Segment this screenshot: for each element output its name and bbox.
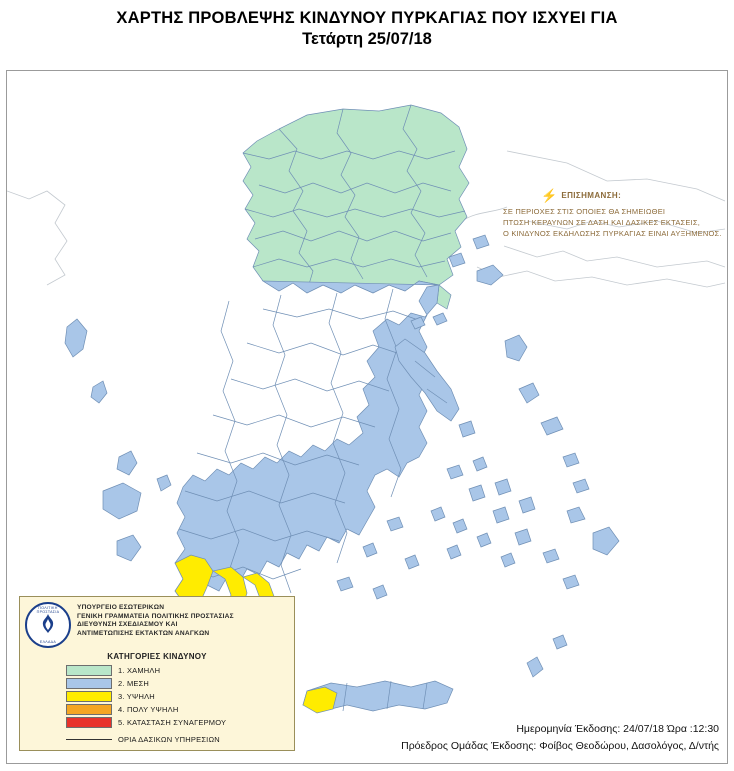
emblem-bottom-text: ΕΛΛΑΔΑ	[39, 640, 57, 644]
issue-date-line: Ημερομηνία Έκδοσης: 24/07/18 Ώρα :12:30	[516, 723, 719, 735]
legend-label-high: 3. ΥΨΗΛΗ	[118, 692, 155, 701]
legend-label-boundary: ΟΡΙΑ ΔΑΣΙΚΩΝ ΥΠΗΡΕΣΙΩΝ	[118, 735, 220, 744]
legend-label-alert: 5. ΚΑΤΑΣΤΑΣΗ ΣΥΝΑΓΕΡΜΟΥ	[118, 718, 227, 727]
agency-line-1: ΥΠΟΥΡΓΕΙΟ ΕΣΩΤΕΡΙΚΩΝ	[77, 604, 165, 611]
legend-item-alert	[66, 716, 294, 729]
page-title	[0, 8, 734, 50]
title-line-2: Τετάρτη 25/07/18	[302, 30, 432, 48]
legend-swatch-very-high	[66, 704, 112, 715]
agency-line-4: ΑΝΤΙΜΕΤΩΠΙΣΗΣ ΕΚΤΑΚΤΩΝ ΑΝΑΓΚΩΝ	[77, 629, 210, 637]
legend-panel	[19, 596, 295, 751]
legend-category-list	[20, 664, 294, 729]
issue-info	[401, 721, 719, 755]
legend-swatch-alert	[66, 717, 112, 728]
island-corfu	[65, 319, 87, 357]
legend-header	[20, 597, 294, 648]
agency-line-3: ΔΙΕΥΘΥΝΣΗ ΣΧΕΔΙΑΣΜΟΥ ΚΑΙ	[77, 621, 178, 629]
island-chios	[519, 383, 539, 403]
island-samos	[541, 417, 563, 435]
warning-note-line-3: Ο ΚΙΝΔΥΝΟΣ ΕΚΔΗΛΩΣΗΣ ΠΥΡΚΑΓΙΑΣ ΕΙΝΑΙ ΑΥΞΗΜΕΝΟΣ.	[503, 229, 722, 238]
island-zakynthos	[117, 535, 141, 561]
warning-note	[475, 189, 725, 239]
agency-line-2: ΓΕΝΙΚΗ ΓΡΑΜΜΑΤΕΙΑ ΠΟΛΙΤΙΚΗΣ ΠΡΟΣΤΑΣΙΑΣ	[77, 612, 234, 620]
island-kefalonia	[103, 483, 141, 519]
legend-item-medium	[66, 677, 294, 690]
emblem-top-text: ΠΟΛΙΤΙΚΗ ΠΡΟΣΤΑΣΙΑ	[36, 606, 60, 614]
title-line-1: ΧΑΡΤΗΣ ΠΡΟΒΛΕΨΗΣ ΚΙΝΔΥΝΟΥ ΠΥΡΚΑΓΙΑΣ ΠΟΥ ΙΣΧΥΕΙ ΓΙΑ	[116, 9, 618, 27]
island-limnos	[477, 265, 503, 285]
legend-item-high	[66, 690, 294, 703]
issue-author-line: Πρόεδρος Ομάδας Έκδοσης: Φοίβος Θεοδώρου, Δασολόγος, Δ/ντής	[401, 740, 719, 752]
island-rhodes	[593, 527, 619, 555]
chania-high	[303, 687, 337, 713]
legend-boundary-row	[20, 735, 294, 744]
legend-label-low: 1. ΧΑΜΗΛΗ	[118, 666, 161, 675]
civil-protection-emblem-icon	[25, 602, 71, 648]
legend-label-very-high: 4. ΠΟΛΥ ΥΨΗΛΗ	[118, 705, 179, 714]
warning-note-header	[475, 189, 725, 202]
legend-label-medium: 2. ΜΕΣΗ	[118, 679, 150, 688]
lightning-bolt-icon: ⚡	[541, 188, 558, 203]
legend-swatch-high	[66, 691, 112, 702]
map-canvas[interactable]	[6, 70, 728, 764]
forest-boundary-line-icon	[66, 739, 112, 740]
warning-note-line-2: ΠΤΩΣΗ ΚΕΡΑΥΝΩΝ ΣΕ ΔΑΣΗ ΚΑΙ ΔΑΣΙΚΕΣ ΕΚΤΑΣΕΙΣ,	[503, 218, 700, 227]
legend-swatch-low	[66, 665, 112, 676]
agency-name-block	[77, 602, 234, 638]
region-group-low-risk	[243, 105, 469, 309]
legend-item-very-high	[66, 703, 294, 716]
warning-note-title: ΕΠΙΣΗΜΑΝΣΗ:	[561, 191, 622, 200]
flame-icon	[38, 613, 58, 635]
legend-swatch-medium	[66, 678, 112, 689]
warning-note-line-1: ΣΕ ΠΕΡΙΟΧΕΣ ΣΤΙΣ ΟΠΟΙΕΣ ΘΑ ΣΗΜΕΙΩΘΕΙ	[503, 207, 666, 216]
warning-note-body	[475, 206, 725, 239]
legend-item-low	[66, 664, 294, 677]
island-lesvos	[505, 335, 527, 361]
legend-title: ΚΑΤΗΓΟΡΙΕΣ ΚΙΝΔΥΝΟΥ	[107, 652, 207, 661]
